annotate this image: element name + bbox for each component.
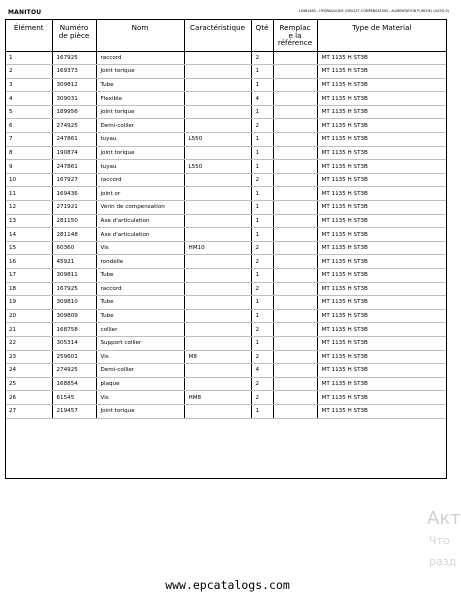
cell-name: raccord <box>96 173 184 187</box>
activation-watermark-line-2: разд <box>429 555 457 568</box>
cell-quantity: 1 <box>251 187 273 201</box>
cell-characteristic: L550 <box>184 160 251 174</box>
cell-characteristic <box>184 364 251 378</box>
cell-part-number: 45921 <box>52 255 96 269</box>
column-header-line: référence <box>277 38 313 47</box>
table-row <box>6 269 446 283</box>
cell-replaces-reference <box>273 350 317 364</box>
cell-quantity: 2 <box>251 282 273 296</box>
cell-material-type: MT 1135 H ST3B <box>317 78 446 92</box>
cell-characteristic <box>184 323 251 337</box>
cell-name: plaque <box>96 377 184 391</box>
cell-quantity: 1 <box>251 105 273 119</box>
cell-element: 6 <box>6 119 52 133</box>
cell-part-number: 169436 <box>52 187 96 201</box>
cell-characteristic <box>184 309 251 323</box>
cell-part-number: 309031 <box>52 92 96 106</box>
cell-material-type: MT 1135 H ST3B <box>317 255 446 269</box>
cell-quantity: 2 <box>251 241 273 255</box>
cell-part-number: 60360 <box>52 241 96 255</box>
column-header-line: Qté <box>255 23 269 32</box>
cell-element: 26 <box>6 391 52 405</box>
table-row <box>6 51 446 65</box>
cell-name: Vérin de compensation <box>96 201 184 215</box>
table-row <box>6 323 446 337</box>
cell-name: Joint torique <box>96 404 184 418</box>
column-header-replaces-reference <box>273 20 317 51</box>
cell-name: Vis <box>96 241 184 255</box>
parts-table <box>6 20 446 419</box>
cell-material-type: MT 1135 H ST3B <box>317 187 446 201</box>
cell-material-type: MT 1135 H ST3B <box>317 133 446 147</box>
cell-replaces-reference <box>273 105 317 119</box>
cell-element: 21 <box>6 323 52 337</box>
cell-replaces-reference <box>273 201 317 215</box>
column-header-part-number <box>52 20 96 51</box>
cell-material-type: MT 1135 H ST3B <box>317 350 446 364</box>
cell-element: 8 <box>6 146 52 160</box>
cell-quantity: 1 <box>251 133 273 147</box>
cell-name: Tube <box>96 78 184 92</box>
cell-replaces-reference <box>273 241 317 255</box>
cell-part-number: 309811 <box>52 269 96 283</box>
cell-material-type: MT 1135 H ST3B <box>317 377 446 391</box>
cell-replaces-reference <box>273 282 317 296</box>
cell-quantity: 1 <box>251 214 273 228</box>
cell-element: 17 <box>6 269 52 283</box>
cell-replaces-reference <box>273 65 317 79</box>
cell-name: Tube <box>96 269 184 283</box>
table-row <box>6 241 446 255</box>
table-row <box>6 228 446 242</box>
column-header-line: Nom <box>131 23 149 32</box>
cell-part-number: 305314 <box>52 336 96 350</box>
cell-characteristic: M8 <box>184 350 251 364</box>
cell-replaces-reference <box>273 173 317 187</box>
column-header-element <box>6 20 52 51</box>
cell-characteristic <box>184 105 251 119</box>
cell-replaces-reference <box>273 309 317 323</box>
table-row <box>6 119 446 133</box>
cell-characteristic <box>184 51 251 65</box>
cell-name: joint torique <box>96 146 184 160</box>
cell-element: 11 <box>6 187 52 201</box>
table-row <box>6 201 446 215</box>
cell-name: collier <box>96 323 184 337</box>
cell-characteristic <box>184 228 251 242</box>
cell-name: tuyau <box>96 160 184 174</box>
cell-replaces-reference <box>273 187 317 201</box>
cell-name: Joint torique <box>96 65 184 79</box>
column-header-line: de pièce <box>58 30 90 40</box>
cell-material-type: MT 1135 H ST3B <box>317 391 446 405</box>
cell-part-number: 190874 <box>52 146 96 160</box>
cell-replaces-reference <box>273 51 317 65</box>
cell-element: 12 <box>6 201 52 215</box>
cell-material-type: MT 1135 H ST3B <box>317 241 446 255</box>
cell-characteristic <box>184 296 251 310</box>
column-header-name <box>96 20 184 51</box>
cell-quantity: 1 <box>251 404 273 418</box>
cell-replaces-reference <box>273 377 317 391</box>
cell-quantity: 1 <box>251 146 273 160</box>
cell-characteristic <box>184 201 251 215</box>
cell-quantity: 1 <box>251 78 273 92</box>
cell-name: Demi-collier <box>96 119 184 133</box>
table-row <box>6 282 446 296</box>
cell-quantity: 1 <box>251 65 273 79</box>
cell-material-type: MT 1135 H ST3B <box>317 201 446 215</box>
cell-part-number: 271921 <box>52 201 96 215</box>
cell-element: 24 <box>6 364 52 378</box>
cell-part-number: 274925 <box>52 119 96 133</box>
cell-characteristic <box>184 377 251 391</box>
cell-quantity: 1 <box>251 336 273 350</box>
cell-element: 13 <box>6 214 52 228</box>
cell-characteristic <box>184 255 251 269</box>
cell-quantity: 4 <box>251 364 273 378</box>
cell-element: 25 <box>6 377 52 391</box>
cell-element: 7 <box>6 133 52 147</box>
cell-characteristic <box>184 119 251 133</box>
cell-element: 18 <box>6 282 52 296</box>
cell-material-type: MT 1135 H ST3B <box>317 51 446 65</box>
cell-material-type: MT 1135 H ST3B <box>317 269 446 283</box>
cell-name: raccord <box>96 282 184 296</box>
cell-material-type: MT 1135 H ST3B <box>317 173 446 187</box>
cell-part-number: 247861 <box>52 133 96 147</box>
cell-quantity: 2 <box>251 377 273 391</box>
cell-material-type: MT 1135 H ST3B <box>317 228 446 242</box>
cell-replaces-reference <box>273 296 317 310</box>
column-header-line: Type de Material <box>352 23 412 32</box>
table-row <box>6 336 446 350</box>
cell-name: Flexible <box>96 92 184 106</box>
cell-name: joint or <box>96 187 184 201</box>
cell-part-number: 189956 <box>52 105 96 119</box>
cell-name: joint torique <box>96 105 184 119</box>
brand-name: MANITOU <box>8 9 42 16</box>
cell-material-type: MT 1135 H ST3B <box>317 309 446 323</box>
cell-material-type: MT 1135 H ST3B <box>317 65 446 79</box>
cell-quantity: 2 <box>251 173 273 187</box>
cell-element: 2 <box>6 65 52 79</box>
cell-material-type: MT 1135 H ST3B <box>317 323 446 337</box>
table-row <box>6 78 446 92</box>
cell-material-type: MT 1135 H ST3B <box>317 296 446 310</box>
cell-replaces-reference <box>273 92 317 106</box>
cell-characteristic <box>184 214 251 228</box>
cell-part-number: 61545 <box>52 391 96 405</box>
cell-element: 5 <box>6 105 52 119</box>
activation-watermark-line-1: Что <box>429 534 450 547</box>
cell-characteristic <box>184 282 251 296</box>
cell-material-type: MT 1135 H ST3B <box>317 119 446 133</box>
table-row <box>6 92 446 106</box>
cell-part-number: 167927 <box>52 173 96 187</box>
cell-name: Tube <box>96 296 184 310</box>
cell-characteristic: HM8 <box>184 391 251 405</box>
site-url: www.epcatalogs.com <box>165 578 290 592</box>
cell-replaces-reference <box>273 160 317 174</box>
cell-part-number: 167925 <box>52 51 96 65</box>
table-row <box>6 214 446 228</box>
cell-replaces-reference <box>273 255 317 269</box>
cell-name: rondelle <box>96 255 184 269</box>
cell-element: 9 <box>6 160 52 174</box>
table-row <box>6 187 446 201</box>
cell-element: 1 <box>6 51 52 65</box>
cell-replaces-reference <box>273 269 317 283</box>
table-header-row <box>6 20 446 51</box>
column-header-characteristic <box>184 20 251 51</box>
cell-characteristic <box>184 404 251 418</box>
cell-element: 10 <box>6 173 52 187</box>
cell-element: 15 <box>6 241 52 255</box>
cell-element: 4 <box>6 92 52 106</box>
cell-material-type: MT 1135 H ST3B <box>317 364 446 378</box>
cell-name: Demi-collier <box>96 364 184 378</box>
cell-part-number: 259601 <box>52 350 96 364</box>
table-row <box>6 350 446 364</box>
cell-name: Support collier <box>96 336 184 350</box>
cell-element: 19 <box>6 296 52 310</box>
cell-material-type: MT 1135 H ST3B <box>317 92 446 106</box>
table-row <box>6 105 446 119</box>
cell-name: Axe d'articulation <box>96 214 184 228</box>
cell-name: Vis <box>96 391 184 405</box>
cell-material-type: MT 1135 H ST3B <box>317 336 446 350</box>
table-row <box>6 133 446 147</box>
cell-quantity: 1 <box>251 269 273 283</box>
cell-characteristic <box>184 269 251 283</box>
cell-part-number: 281150 <box>52 214 96 228</box>
column-header-line: e la <box>288 30 302 40</box>
cell-quantity: 2 <box>251 391 273 405</box>
cell-element: 16 <box>6 255 52 269</box>
cell-name: raccord <box>96 51 184 65</box>
cell-characteristic <box>184 173 251 187</box>
cell-name: Vis <box>96 350 184 364</box>
cell-part-number: 274925 <box>52 364 96 378</box>
cell-material-type: MT 1135 H ST3B <box>317 282 446 296</box>
table-body <box>6 51 446 418</box>
cell-part-number: 168758 <box>52 323 96 337</box>
cell-quantity: 1 <box>251 201 273 215</box>
cell-replaces-reference <box>273 404 317 418</box>
cell-material-type: MT 1135 H ST3B <box>317 105 446 119</box>
cell-element: 3 <box>6 78 52 92</box>
cell-part-number: 167925 <box>52 282 96 296</box>
document-reference: 10481465 - HYDRAULIQUE (CIRCUIT COMPENSATION - ALIMENTATION FURCHE) (447/0.0) <box>298 9 449 13</box>
table-row <box>6 173 446 187</box>
cell-replaces-reference <box>273 78 317 92</box>
table-row <box>6 160 446 174</box>
cell-element: 22 <box>6 336 52 350</box>
cell-quantity: 2 <box>251 255 273 269</box>
column-header-line: Élément <box>13 23 44 32</box>
table-row <box>6 146 446 160</box>
cell-name: Tube <box>96 309 184 323</box>
table-row <box>6 404 446 418</box>
cell-part-number: 281148 <box>52 228 96 242</box>
cell-material-type: MT 1135 H ST3B <box>317 146 446 160</box>
cell-replaces-reference <box>273 323 317 337</box>
cell-replaces-reference <box>273 228 317 242</box>
cell-quantity: 2 <box>251 119 273 133</box>
column-header-line: Remplac <box>279 23 311 32</box>
cell-characteristic <box>184 92 251 106</box>
cell-part-number: 168854 <box>52 377 96 391</box>
cell-characteristic <box>184 187 251 201</box>
table-row <box>6 364 446 378</box>
cell-element: 14 <box>6 228 52 242</box>
cell-replaces-reference <box>273 119 317 133</box>
cell-characteristic <box>184 65 251 79</box>
cell-replaces-reference <box>273 146 317 160</box>
table-row <box>6 309 446 323</box>
cell-replaces-reference <box>273 336 317 350</box>
cell-part-number: 169373 <box>52 65 96 79</box>
cell-part-number: 219457 <box>52 404 96 418</box>
cell-replaces-reference <box>273 214 317 228</box>
cell-characteristic <box>184 146 251 160</box>
cell-replaces-reference <box>273 364 317 378</box>
column-header-line: Numéro <box>59 23 89 32</box>
cell-material-type: MT 1135 H ST3B <box>317 214 446 228</box>
cell-quantity: 1 <box>251 228 273 242</box>
table-row <box>6 391 446 405</box>
cell-part-number: 247861 <box>52 160 96 174</box>
table-row <box>6 377 446 391</box>
cell-part-number: 309812 <box>52 78 96 92</box>
cell-quantity: 1 <box>251 160 273 174</box>
column-header-quantity <box>251 20 273 51</box>
table-row <box>6 255 446 269</box>
cell-part-number: 309810 <box>52 296 96 310</box>
cell-characteristic: L550 <box>184 133 251 147</box>
cell-replaces-reference <box>273 391 317 405</box>
cell-characteristic: HM10 <box>184 241 251 255</box>
cell-characteristic <box>184 78 251 92</box>
cell-characteristic <box>184 336 251 350</box>
cell-replaces-reference <box>273 133 317 147</box>
cell-quantity: 2 <box>251 51 273 65</box>
cell-quantity: 2 <box>251 323 273 337</box>
cell-quantity: 4 <box>251 92 273 106</box>
cell-element: 27 <box>6 404 52 418</box>
table-row <box>6 65 446 79</box>
cell-element: 23 <box>6 350 52 364</box>
column-header-line: Caractéristique <box>189 23 246 32</box>
activation-watermark-title: Акт <box>427 508 461 529</box>
column-header-material-type <box>317 20 446 51</box>
cell-quantity: 1 <box>251 296 273 310</box>
cell-quantity: 1 <box>251 309 273 323</box>
cell-element: 20 <box>6 309 52 323</box>
table-row <box>6 296 446 310</box>
cell-part-number: 309809 <box>52 309 96 323</box>
cell-name: tuyau <box>96 133 184 147</box>
cell-material-type: MT 1135 H ST3B <box>317 404 446 418</box>
cell-material-type: MT 1135 H ST3B <box>317 160 446 174</box>
cell-name: Axe d'articulation <box>96 228 184 242</box>
cell-quantity: 2 <box>251 350 273 364</box>
